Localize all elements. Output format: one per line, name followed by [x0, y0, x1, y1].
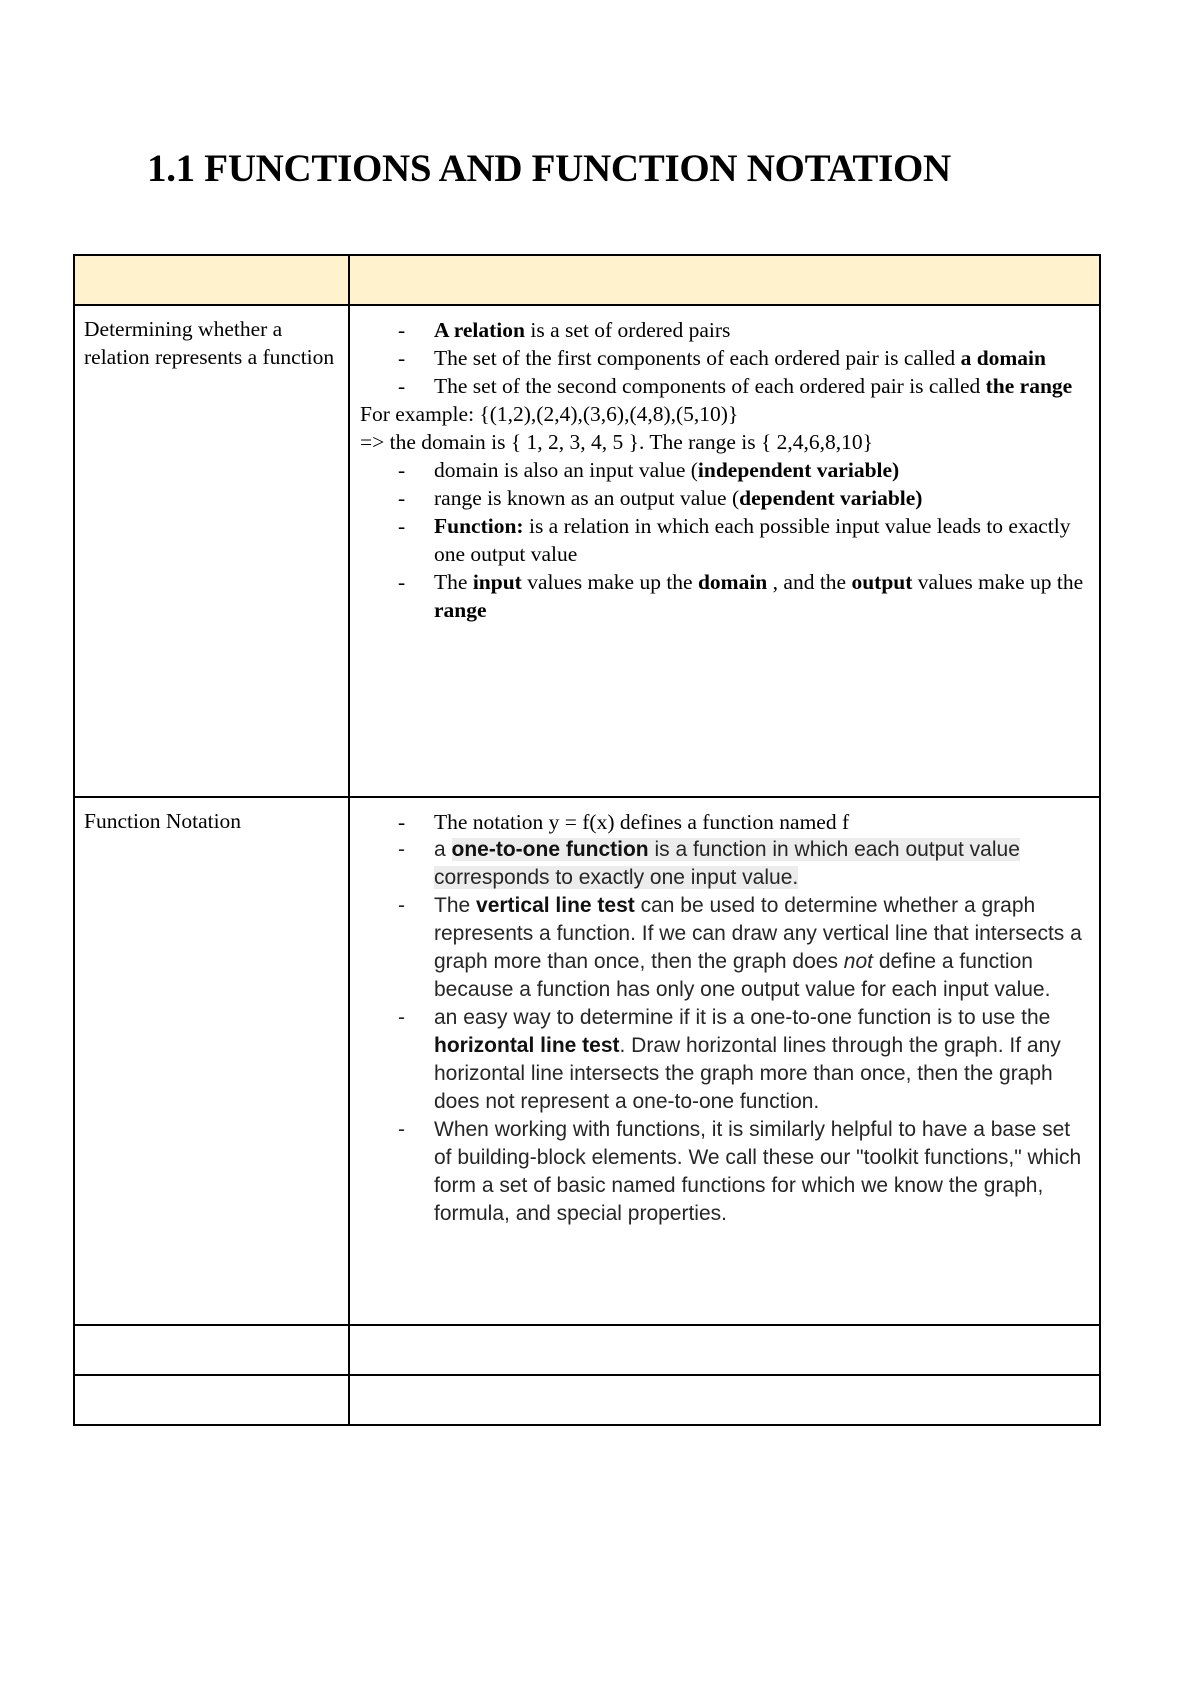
list-item: - The vertical line test can be used to determine whether a graph represents a function. If we can draw any vertical line that intersects a graph more than once, then the graph does not define a function because a function has only one output value for each input value. [360, 892, 1089, 1004]
list-item: - Function: is a relation in which each possible input value leads to exactly one output value [360, 512, 1089, 568]
table-row [74, 797, 1100, 1325]
empty-cell [74, 1375, 349, 1425]
list-item: - range is known as an output value (dependent variable) [360, 484, 1089, 512]
list-item: - The set of the second components of each ordered pair is called the range [360, 372, 1089, 400]
notes-cell [349, 797, 1100, 1325]
header-cell-topic [74, 255, 349, 305]
list-item: - an easy way to determine if it is a one-to-one function is to use the horizontal line test. Draw horizontal lines through the graph. If any horizontal line intersects the graph more than once, then the graph does not represent a one-to-one function. [360, 1004, 1089, 1116]
empty-cell [74, 1325, 349, 1375]
empty-cell [349, 1375, 1100, 1425]
list-item: - a one-to-one function is a function in which each output value corresponds to exactly one input value. [360, 836, 1089, 892]
topic-relation-function: Determining whether a relation represents a function [84, 317, 335, 369]
table-header-row [74, 255, 1100, 305]
topic-cell [74, 797, 349, 1325]
topic-cell [74, 305, 349, 797]
empty-cell [349, 1325, 1100, 1375]
list-item: - domain is also an input value (independent variable) [360, 456, 1089, 484]
table-row [74, 1325, 1100, 1375]
table-row [74, 1375, 1100, 1425]
list-item: - When working with functions, it is similarly helpful to have a base set of building-block elements. We call these our "toolkit functions," which form a set of basic named functions for which we know the graph, formula, and special properties. [360, 1116, 1089, 1228]
topic-function-notation: Function Notation [84, 809, 242, 833]
list-item: - A relation is a set of ordered pairs [360, 316, 1089, 344]
list-item: - The input values make up the domain , and the output values make up the range [360, 568, 1089, 624]
list-item: - The set of the first components of each ordered pair is called a domain [360, 344, 1089, 372]
result-line: => the domain is { 1, 2, 3, 4, 5 }. The range is { 2,4,6,8,10} [360, 430, 873, 454]
table-row [74, 305, 1100, 797]
example-line: For example: {(1,2),(2,4),(3,6),(4,8),(5,10)} [360, 402, 739, 426]
notes-cell [349, 305, 1100, 797]
header-cell-notes [349, 255, 1100, 305]
notes-table [73, 254, 1101, 1426]
page-title: 1.1 FUNCTIONS AND FUNCTION NOTATION [147, 147, 951, 190]
list-item: - The notation y = f(x) defines a function named f [360, 808, 1089, 836]
